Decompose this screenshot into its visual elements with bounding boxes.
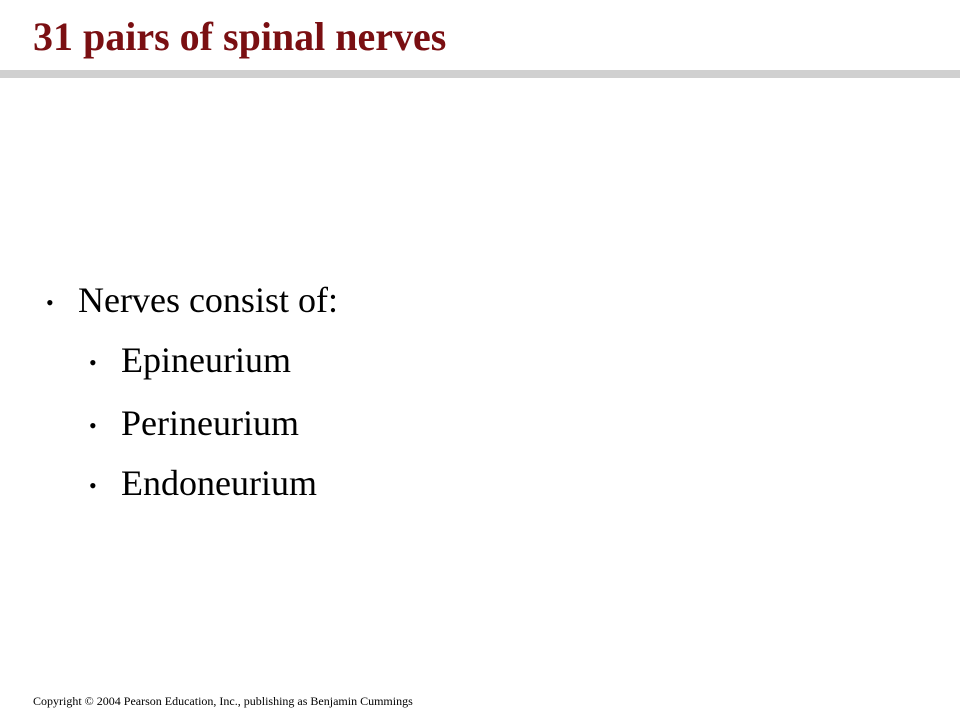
bullet-icon: •: [89, 350, 97, 375]
bullet-icon: •: [89, 413, 97, 438]
bullet-icon: •: [46, 290, 54, 315]
copyright-footer: Copyright © 2004 Pearson Education, Inc., publishing as Benjamin Cummings: [33, 694, 413, 708]
bullet-text: Nerves consist of:: [78, 280, 338, 320]
bullet-icon: •: [89, 473, 97, 498]
title-divider: [0, 70, 960, 78]
slide-title: 31 pairs of spinal nerves: [33, 14, 447, 59]
sub-bullet-text: Endoneurium: [121, 463, 317, 503]
sub-bullet-text: Epineurium: [121, 340, 291, 380]
sub-bullet-text: Perineurium: [121, 403, 299, 443]
